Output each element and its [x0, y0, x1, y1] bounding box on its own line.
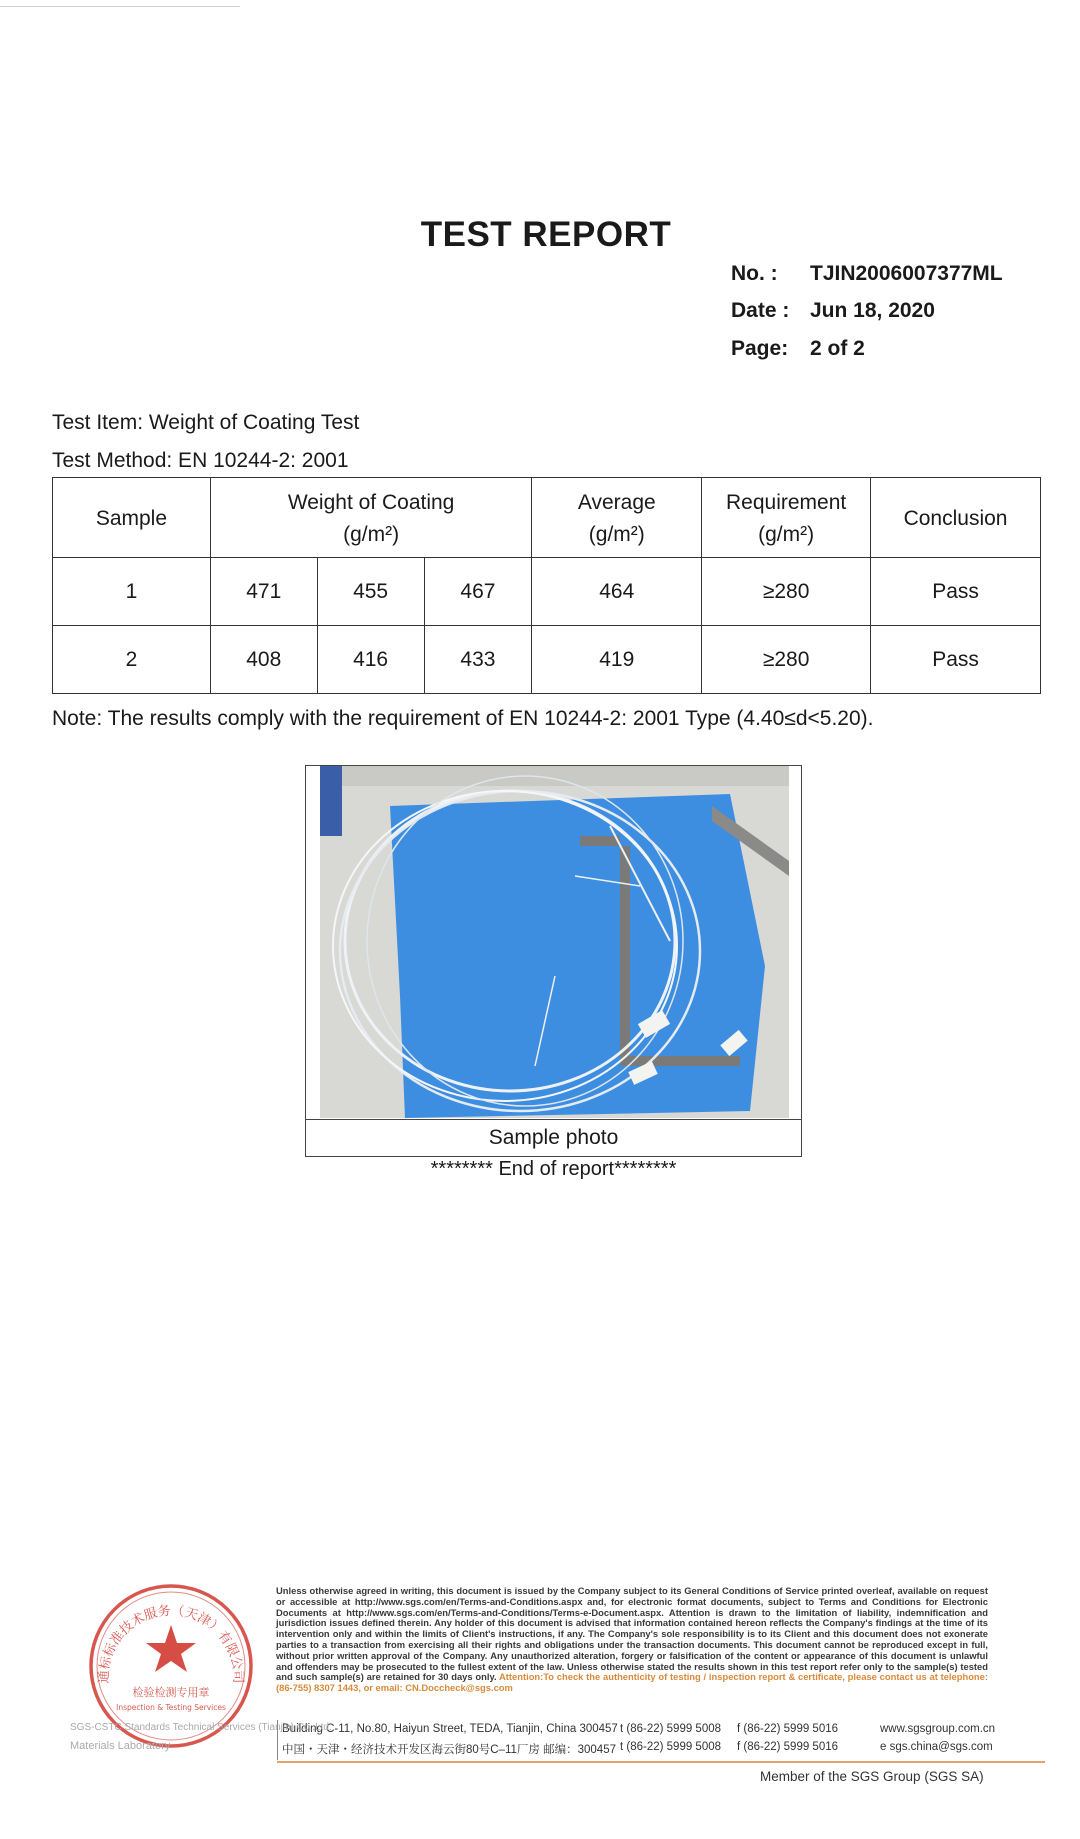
photo-caption: Sample photo [306, 1119, 801, 1156]
legal-disclaimer [276, 1586, 988, 1694]
fax-1: f (86-22) 5999 5016 [737, 1723, 839, 1735]
cell-weight-3: 467 [424, 558, 532, 626]
cell-weight-3: 433 [424, 626, 532, 694]
table-row [53, 626, 1041, 694]
sample-photo-image [320, 766, 789, 1118]
header-conclusion: Conclusion [871, 478, 1041, 558]
report-date [731, 299, 935, 323]
cell-requirement: ≥280 [702, 558, 871, 626]
report-page-label: Page: [731, 337, 789, 360]
cell-weight-1: 471 [210, 558, 317, 626]
results-table [52, 477, 1041, 694]
table-header-row [53, 478, 1041, 558]
address-english: Building C-11, No.80, Haiyun Street, TEDA, Tianjin, China 300457 [282, 1723, 618, 1735]
top-divider [0, 6, 240, 7]
website: www.sgsgroup.com.cn [880, 1723, 996, 1735]
test-method: Test Method: EN 10244-2: 2001 [52, 449, 349, 472]
cell-requirement: ≥280 [702, 626, 871, 694]
cell-sample: 2 [53, 626, 211, 694]
authenticity-notice: Attention:To check the authenticity of testing / inspection report & certificate, please contact us at telephone:(86-755) 8307 1443, or email: CN.Doccheck@sgs.com [276, 1671, 988, 1694]
cell-conclusion: Pass [871, 626, 1041, 694]
test-item: Test Item: Weight of Coating Test [52, 411, 360, 434]
company-name-left: SGS-CSTC Standards Technical Services (Tianjin) Co.,Ltd. [70, 1722, 332, 1733]
report-title: TEST REPORT [420, 215, 672, 254]
report-date-label: Date : [731, 299, 790, 322]
sample-photo [320, 766, 789, 1118]
header-requirement [702, 478, 871, 558]
header-average-unit: (g/m²) [588, 522, 645, 546]
svg-text:Inspection & Testing Services: Inspection & Testing Services [116, 1703, 226, 1712]
report-date-value: Jun 18, 2020 [810, 299, 935, 322]
header-sample: Sample [53, 478, 211, 558]
cell-conclusion: Pass [871, 558, 1041, 626]
svg-text:通标标准技术服务（天津）有限公司: 通标标准技术服务（天津）有限公司 [96, 1603, 246, 1684]
report-number [731, 262, 1003, 286]
cell-sample: 1 [53, 558, 211, 626]
legal-text: Unless otherwise agreed in writing, this document is issued by the Company subject to its General Conditions of Service printed overleaf, available on request or accessible at http://www.sgs.com/en/Terms-and-Conditions.aspx and, for electronic format documents, subject to Terms and Conditions for Electronic Documents at http://www.sgs.com/en/Terms-and-Conditions/Terms-e-Document.aspx. Attention is drawn to the limitation of liability, indemnification and jurisdiction issues defined therein. Any holder of this document is advised that information contained hereon reflects the Company's findings at the time of its intervention only and within the limits of Client's instructions, if any. The Company's sole responsibility is to its Client and this document does not exonerate parties to a transaction from exercising all their rights and obligations under the transaction documents. This document cannot be reproduced except in full, without prior written approval of the Company. Any unauthorized alteration, forgery or falsification of the content or appearance of this document is unlawful and offenders may be prosecuted to the fullest extent of the law. Unless otherwise stated the results shown in this test report refer only to the sample(s) tested and such sample(s) are retained for 30 days only. [276, 1585, 988, 1683]
report-page [731, 337, 865, 361]
address-chinese: 中国・天津・经济技术开发区海云街80号C–11厂房 邮编：300457 [282, 1744, 616, 1756]
header-requirement-label: Requirement [726, 491, 847, 514]
end-of-report: ******** End of report******** [430, 1158, 677, 1180]
report-number-value: TJIN2006007377ML [810, 262, 1003, 285]
sample-photo-frame [305, 765, 802, 1157]
header-weight-unit: (g/m²) [343, 522, 400, 546]
table-row [53, 558, 1041, 626]
telephone-1: t (86-22) 5999 5008 [620, 1723, 722, 1735]
contact-email: e sgs.china@sgs.com [880, 1741, 993, 1753]
cell-weight-2: 416 [317, 626, 424, 694]
header-weight [210, 478, 532, 558]
header-weight-label: Weight of Coating [287, 491, 455, 514]
cell-weight-1: 408 [210, 626, 317, 694]
header-requirement-unit: (g/m²) [758, 522, 815, 546]
report-page-value: 2 of 2 [810, 337, 865, 360]
lab-name-left: Materials Laboratory [70, 1740, 171, 1752]
footer-divider [277, 1761, 1045, 1763]
fax-2: f (86-22) 5999 5016 [737, 1741, 839, 1753]
cell-average: 419 [532, 626, 702, 694]
sgs-member-line: Member of the SGS Group (SGS SA) [760, 1769, 984, 1784]
cell-average: 464 [532, 558, 702, 626]
results-note: Note: The results comply with the requirement of EN 10244-2: 2001 Type (4.40≤d<5.20). [52, 707, 874, 730]
cell-weight-2: 455 [317, 558, 424, 626]
svg-text:检验检测专用章: 检验检测专用章 [132, 1686, 210, 1699]
header-average [532, 478, 702, 558]
report-number-label: No. : [731, 262, 778, 285]
telephone-2: t (86-22) 5999 5008 [620, 1741, 722, 1753]
header-average-label: Average [577, 491, 656, 514]
